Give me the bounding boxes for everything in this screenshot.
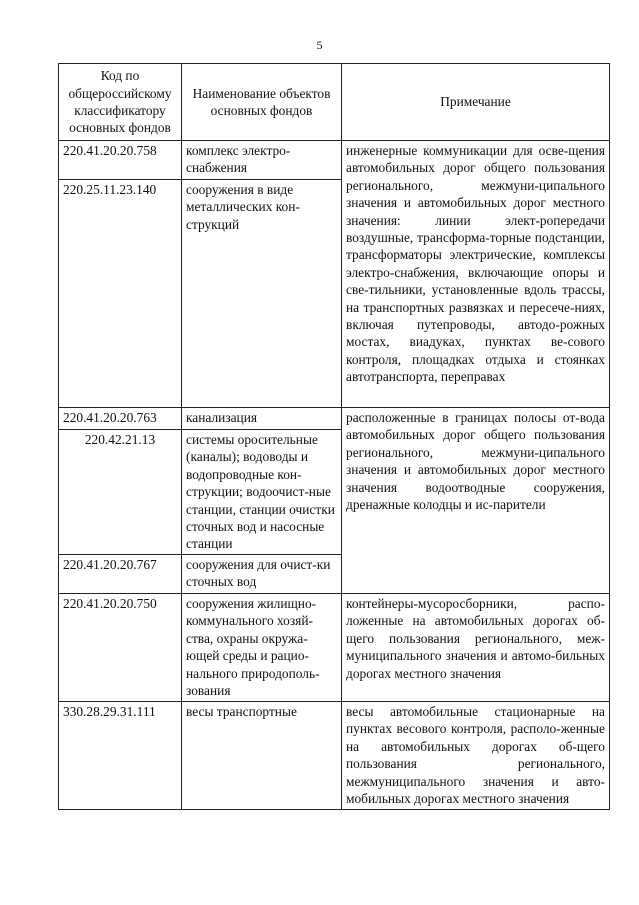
table-row — [59, 594, 610, 702]
name-cell: системы оросительные (каналы); водоводы и водопроводные кон-струкции; водоочист-ные станции, станции очистки сточных вод и насосные станции — [182, 430, 342, 555]
header-note: Примечание — [342, 64, 610, 141]
name-cell: весы транспортные — [182, 702, 342, 810]
name-cell: сооружения для очист-ки сточных вод — [182, 555, 342, 594]
name-cell: сооружения жилищно-коммунального хозяй-ства, охраны окружа-ющей среды и рацио-нального природополь-зования — [182, 594, 342, 702]
name-cell: канализация — [182, 408, 342, 430]
code-cell: 220.25.11.23.140 — [59, 180, 182, 408]
header-name: Наименование объектов основных фондов — [182, 64, 342, 141]
code-cell: 330.28.29.31.111 — [59, 702, 182, 810]
code-cell: 220.42.21.13 — [59, 430, 182, 555]
table-row — [59, 141, 610, 180]
code-cell: 220.41.20.20.750 — [59, 594, 182, 702]
code-cell: 220.41.20.20.767 — [59, 555, 182, 594]
code-cell: 220.41.20.20.763 — [59, 408, 182, 430]
name-cell: сооружения в виде металлических кон-струкций — [182, 180, 342, 408]
table-row — [59, 408, 610, 430]
header-code: Код по общероссийскому классификатору основных фондов — [59, 64, 182, 141]
fixed-assets-table — [58, 63, 610, 810]
page-number: 5 — [316, 38, 323, 52]
code-cell: 220.41.20.20.758 — [59, 141, 182, 180]
note-cell: весы автомобильные стационарные на пунктах весового контроля, располо-женные на автомобильных дорогах об-щего пользования регионального, межмуниципального значения и авто-мобильных дорогах местного значения — [342, 702, 610, 810]
note-cell: контейнеры-мусоросборники, распо-ложенные на автомобильных дорогах об-щего пользования регионального, меж-муниципального значения и автомо-бильных дорогах местного значения — [342, 594, 610, 702]
name-cell: комплекс электро-снабжения — [182, 141, 342, 180]
note-cell: расположенные в границах полосы от-вода автомобильных дорог общего пользования регионального, межмуни-ципального значения и автомобильных дорог местного значения водоотводные сооружения, дренажные колодцы и ис-парители — [342, 408, 610, 594]
note-cell: инженерные коммуникации для осве-щения автомобильных дорог общего пользования регионального, межмуни-ципального значения и автомобильных дорог местного значения: линии элект-ропередачи воздушные, трансформа-торные подстанции, трансформаторы электрические, комплексы электро-снабжения, включающие опоры и све-тильники, установленные вдоль трассы, на транспортных развязках и пересече-ниях, включая путепроводы, автодо-рожных мостах, виадуках, пунктах ве-сового контроля, площадках отдыха и стоянках автотранспорта, переправах — [342, 141, 610, 408]
table-row — [59, 702, 610, 810]
table-header-row — [59, 64, 610, 141]
